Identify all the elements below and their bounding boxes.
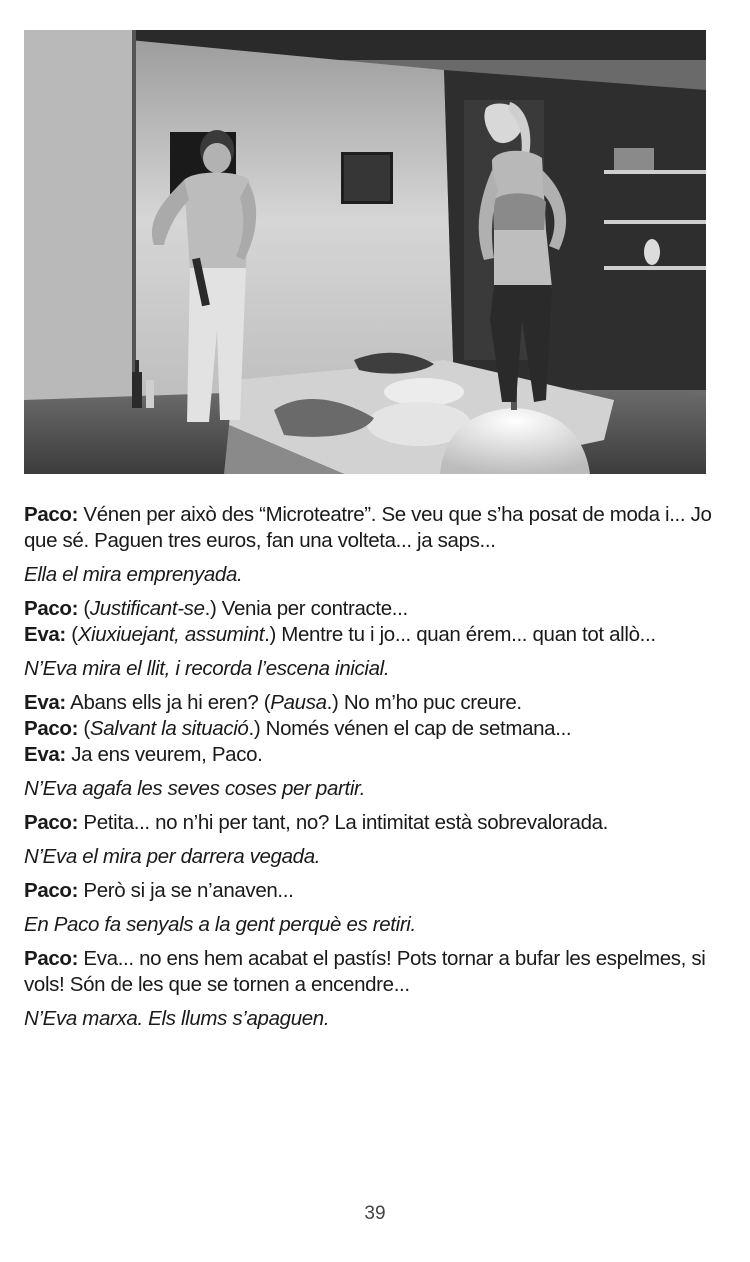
dialogue-block [24, 946, 714, 998]
dialogue-line [24, 878, 714, 904]
dialogue-line [24, 810, 714, 836]
stage-photo-illustration [24, 30, 706, 474]
speaker-name: Paco: [24, 503, 79, 526]
spoken-text: Ja ens veurem, Paco. [65, 743, 263, 766]
speaker-name: Eva: [24, 743, 66, 766]
spoken-text: .) Venia per contracte... [204, 597, 408, 620]
inline-direction: Pausa [270, 691, 327, 714]
stage-direction: N’Eva agafa les seves coses per partir. [24, 777, 366, 800]
inline-direction: Justificant-se [89, 597, 205, 620]
spoken-text: Però si ja se n’anaven... [78, 879, 294, 902]
stage-direction: En Paco fa senyals a la gent perquè es retiri. [24, 913, 416, 936]
spoken-text: Petita... no n’hi per tant, no? La intimitat està sobrevalorada. [78, 811, 609, 834]
speaker-name: Eva: [24, 623, 66, 646]
spoken-text: .) Mentre tu i jo... quan érem... quan tot allò... [264, 623, 656, 646]
stage-direction: N’Eva mira el llit, i recorda l’escena inicial. [24, 657, 390, 680]
dialogue-line [24, 596, 714, 622]
dialogue-block [24, 810, 714, 836]
dialogue-line [24, 946, 714, 998]
dialogue-line [24, 622, 714, 648]
spoken-text: ( [65, 623, 78, 646]
spoken-text: Abans ells ja hi eren? ( [65, 691, 271, 714]
dialogue-block [24, 690, 714, 768]
speaker-name: Paco: [24, 811, 79, 834]
speaker-name: Paco: [24, 947, 79, 970]
inline-direction: Xiuxiuejant, assumint [77, 623, 265, 646]
dialogue-block [24, 596, 714, 648]
speaker-name: Eva: [24, 691, 66, 714]
spoken-text: .) Només vénen el cap de setmana... [248, 717, 572, 740]
spoken-text: ( [78, 597, 90, 620]
stage-direction: Ella el mira emprenyada. [24, 563, 243, 586]
stage-direction: N’Eva marxa. Els llums s’apaguen. [24, 1007, 330, 1030]
dialogue-block [24, 878, 714, 904]
page-number: 39 [364, 1203, 386, 1224]
script-text [24, 502, 714, 1040]
speaker-name: Paco: [24, 879, 79, 902]
speaker-name: Paco: [24, 597, 79, 620]
spoken-text: Vénen per això des “Microteatre”. Se veu que s’ha posat de moda i... Jo que sé. Paguen tres euros, fan una volteta... ja saps... [24, 503, 712, 552]
dialogue-line [24, 502, 714, 554]
speaker-name: Paco: [24, 717, 79, 740]
stage-photo [24, 30, 706, 474]
dialogue-block [24, 502, 714, 554]
inline-direction: Salvant la situació [89, 717, 249, 740]
spoken-text: Eva... no ens hem acabat el pastís! Pots tornar a bufar les espelmes, si vols! Són de les que se tornen a encendre... [24, 947, 706, 996]
dialogue-line [24, 742, 714, 768]
dialogue-line [24, 716, 714, 742]
spoken-text: .) No m’ho puc creure. [326, 691, 522, 714]
stage-direction: N’Eva el mira per darrera vegada. [24, 845, 321, 868]
spoken-text: ( [78, 717, 90, 740]
dialogue-line [24, 690, 714, 716]
